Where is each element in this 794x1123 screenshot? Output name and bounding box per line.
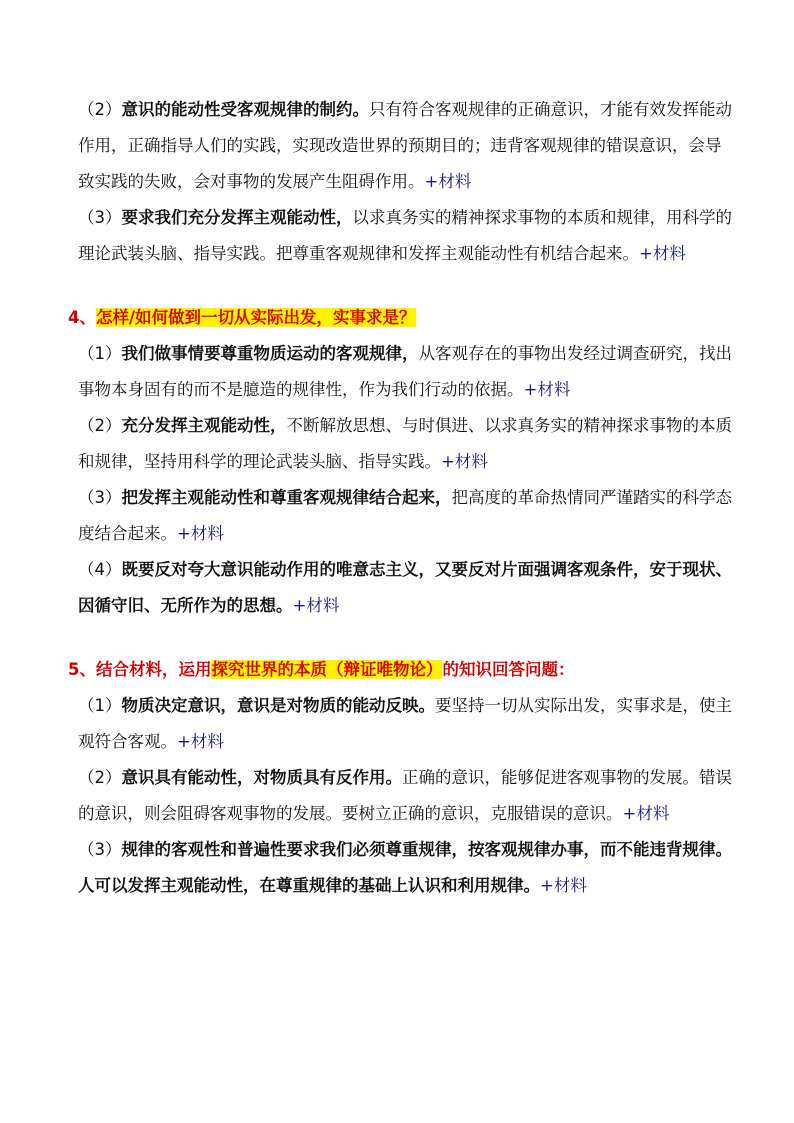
item-bold-lead: 规律的客观性和普遍性要求我们必须尊重规律，按客观规律办事，而不能违背规律。人可以发挥主观能动性，在尊重规律的基础上认识和利用规律。 <box>78 840 732 895</box>
item-number: （2） <box>78 100 122 119</box>
section-4-item-1 <box>78 336 734 408</box>
section-5-heading <box>68 652 734 688</box>
item-bold-lead: 我们做事情要尊重物质运动的客观规律， <box>121 344 419 363</box>
item-number: （3） <box>78 840 122 859</box>
item-text: 只有符合客观规律的正确意识，才能有效发挥能动作用，正确指导人们的实践，实现改造世界的预期目的；违背客观规律的错误意识，会导致实践的失败，会对事物的发展产生阻碍作用。 <box>78 100 732 191</box>
item-tail-note: +材料 <box>424 172 472 191</box>
heading-number: 5、 <box>68 660 96 679</box>
item-number: （2） <box>78 768 122 787</box>
item-number: （1） <box>78 344 122 363</box>
item-bold-lead: 物质决定意识，意识是对物质的能动反映。 <box>121 696 435 715</box>
section-4-item-4 <box>78 552 734 624</box>
item-text: 把高度的革命热情同严谨踏实的科学态度结合起来。 <box>78 488 732 543</box>
item-number: （4） <box>78 560 122 579</box>
heading-number: 4、 <box>68 308 96 327</box>
item-tail-note: +材料 <box>523 380 571 399</box>
heading-prefix: 结合材料，运用 <box>95 660 212 679</box>
item-text: 以求真务实的精神探求事物的本质和规律，用科学的理论武装头脑、指导实践。把尊重客观规律和发挥主观能动性有机结合起来。 <box>78 208 732 263</box>
section-4-item-3 <box>78 480 734 552</box>
item-number: （2） <box>78 416 122 435</box>
item-bold-lead: 把发挥主观能动性和尊重客观规律结合起来， <box>121 488 452 507</box>
section-gap <box>78 624 734 652</box>
heading-highlight: 探究世界的本质（辩证唯物论） <box>211 660 443 679</box>
section-5-item-1 <box>78 688 734 760</box>
item-number: （3） <box>78 488 122 507</box>
section-4-heading <box>68 300 734 336</box>
section-gap <box>78 272 734 300</box>
heading-highlight: 怎样/如何做到一切从实际出发，实事求是？ <box>95 308 416 327</box>
item-tail-note: +材料 <box>441 452 488 471</box>
item-text: 不断解放思想、与时俱进、以求真务实的精神探求事物的本质和规律，坚持用科学的理论武装头脑、指导实践。 <box>78 416 732 471</box>
item-bold-lead: 充分发挥主观能动性， <box>121 416 287 435</box>
item-bold-lead: 意识的能动性受客观规律的制约。 <box>121 100 369 119</box>
item-bold-lead: 意识具有能动性，对物质具有反作用。 <box>121 768 402 787</box>
item-tail-note: +材料 <box>622 804 670 823</box>
item-tail-note: +材料 <box>540 876 587 895</box>
item-number: （3） <box>78 208 122 227</box>
section-5-item-2 <box>78 760 734 832</box>
paragraph-s1-2 <box>78 92 734 200</box>
item-text: 正确的意识，能够促进客观事物的发展。错误的意识，则会阻碍客观事物的发展。要树立正确的意识，克服错误的意识。 <box>78 768 732 823</box>
item-tail-note: +材料 <box>292 596 340 615</box>
item-text: 要坚持一切从实际出发，实事求是，使主观符合客观。 <box>78 696 732 751</box>
section-5-item-3 <box>78 832 734 904</box>
item-tail-note: +材料 <box>639 244 686 263</box>
item-tail-note: +材料 <box>177 524 224 543</box>
item-number: （1） <box>78 696 122 715</box>
paragraph-s1-3 <box>78 200 734 272</box>
item-text: 从客观存在的事物出发经过调查研究，找出事物本身固有的而不是臆造的规律性，作为我们行动的依据。 <box>78 344 732 399</box>
item-tail-note: +材料 <box>177 732 224 751</box>
item-bold-lead: 既要反对夸大意识能动作用的唯意志主义，又要反对片面强调客观条件，安于现状、因循守旧、无所作为的思想。 <box>78 560 732 615</box>
section-4-item-2 <box>78 408 734 480</box>
heading-suffix: 的知识回答问题： <box>442 660 575 679</box>
item-bold-lead: 要求我们充分发挥主观能动性， <box>121 208 353 227</box>
